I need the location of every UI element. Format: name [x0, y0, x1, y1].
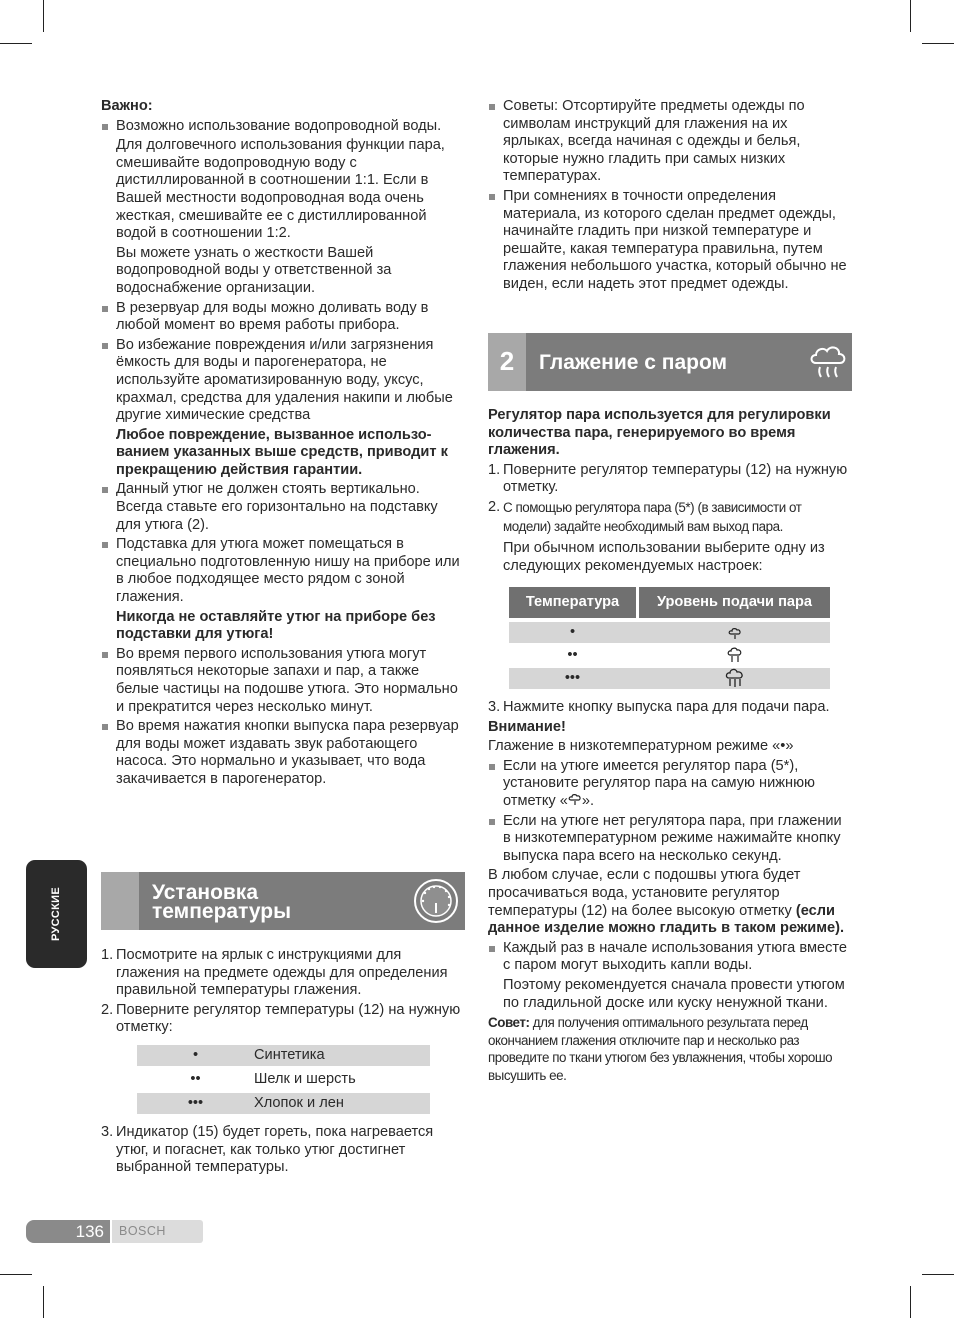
crop-mark	[0, 1274, 32, 1275]
section-temperature-header	[101, 872, 465, 930]
step-item: 2. Поверните регулятор температуры (12) на нужную отметку:	[101, 1001, 461, 1036]
paragraph: Глажение в низкотемпературном режиме «•»	[488, 738, 794, 755]
list-item: Во время первого использования утюга могут появляться некоторые запахи и пар, а также белые частицы на подошве утюга. Это нормально и прекратится через несколько минут.	[101, 646, 464, 716]
list-item: При сомнениях в точности определения материала, из которого сделан предмет одежды, начинайте гладить при низкой температуре и решайте, какая температура правильна, путем глажения небольшого участка, который обычно не виден, если надеть этот предмет одежды.	[488, 188, 852, 294]
list-item: Советы: Отсортируйте предметы одежды по символам инструкций для глажения на их ярлыках, всегда начиная с одежды и белья, которые нужно гладить при самых низких температурах.	[488, 98, 852, 186]
temperature-step-3	[101, 1122, 465, 1177]
steam-icon	[808, 341, 848, 389]
table-header-cell: Уровень подачи пара	[639, 587, 830, 618]
temperature-steps	[101, 945, 465, 1037]
table-row: ••	[509, 645, 830, 666]
table-row: •• Шелк и шерсть	[190, 1071, 356, 1087]
advice-paragraph: Совет: для получения оптимального результата перед окончанием глажения отключите пар и несколько раз проведите по ткани утюгом без увлажнения, чтобы хорошо высушить ее.	[488, 1015, 833, 1083]
table-row: •••	[509, 668, 830, 689]
crop-mark	[43, 0, 44, 32]
steam-min-icon	[568, 793, 582, 809]
attention-heading: Внимание!	[488, 718, 566, 735]
paragraph: В любом случае, если с подошвы утюга будет просачиваться вода, установите регулятор температуры (12) на более высокую отметку (если данное изделие можно гладить в таком режиме).	[488, 867, 845, 937]
table-row: • Синтетика	[137, 1045, 430, 1066]
list-item: Если на утюге имеется регулятор пара (5*), установите регулятор пара на самую нижнюю отметку « ».	[488, 758, 852, 811]
section-title: Глажение с паром	[539, 351, 728, 374]
stand-warning: Никогда не оставляйте утюг на приборе без подставки для утюга!	[116, 608, 436, 643]
steam-table-header	[509, 587, 830, 618]
page-number-badge: 136	[26, 1220, 110, 1243]
paragraph: Поэтому рекомендуется сначала провести утюгом по гладильной доске или куску ненужной ткани.	[503, 976, 845, 1011]
paragraph: При обычном использовании выберите одну из следующих рекомендуемых настроек:	[503, 540, 825, 574]
crop-mark	[0, 43, 32, 44]
section-steam-header	[488, 333, 852, 391]
paragraph: Для долговечного использования функции пара, смешивайте водопроводную воду с дистиллированной в соотношении 1:1. Если в Вашей местности водопроводная вода очень жесткая, смешивайте ее с дистиллированной водой в соотношении 1:2.	[116, 137, 445, 242]
table-row: ••• Хлопок и лен	[137, 1093, 430, 1114]
section-number-box: 2	[488, 333, 526, 391]
brand-label: BOSCH	[112, 1220, 203, 1243]
table-row: •	[509, 622, 830, 643]
important-heading: Важно:	[101, 98, 153, 114]
list-item: Во избежание повреждения и/или загрязнения ёмкость для воды и парогенератора, не используйте ароматизированную воду, уксус, крахмал, средства для удаления накипи и любые другие химические средства	[101, 337, 464, 425]
crop-mark	[43, 1286, 44, 1318]
section-number-box	[101, 872, 139, 930]
steam-level-1-icon	[728, 626, 742, 647]
list-item: Подставка для утюга может помещаться в специально подготовленную нишу на приборе или в любое подходящее место рядом с зоной глажения.	[101, 536, 464, 606]
steam-content	[488, 407, 852, 575]
list-item: Если на утюге нет регулятора пара, при глажении в низкотемпературном режиме нажимайте кнопку выпуска пара всего на несколько секунд.	[488, 813, 852, 866]
list-item: Возможно использование водопроводной воды.	[101, 118, 464, 136]
right-column-top	[488, 98, 852, 294]
step-item: 2. С помощью регулятора пара (5*) (в зависимости от модели) задайте необходимый вам выход пара.	[488, 498, 802, 534]
steam-level-3-icon	[725, 668, 745, 696]
steam-notes	[488, 697, 852, 1084]
step-item: 1. Поверните регулятор температуры (12) на нужную отметку.	[488, 461, 848, 496]
paragraph: Вы можете узнать о жесткости Вашей водопроводной воды у ответственной за водоснабжение организации.	[116, 244, 392, 296]
language-side-tab: РУССКИЕ	[26, 860, 87, 968]
step-item: 3. Нажмите кнопку выпуска пара для подачи пара.	[488, 699, 830, 715]
table-header-cell: Температура	[509, 587, 636, 618]
crop-mark	[922, 1274, 954, 1275]
temperature-dial-icon	[412, 877, 460, 931]
steam-intro: Регулятор пара используется для регулировки количества пара, генерируемого во время глажения.	[488, 407, 831, 459]
crop-mark	[910, 1286, 911, 1318]
section-title: Установка температуры	[152, 881, 292, 923]
list-item: Во время нажатия кнопки выпуска пара резервуар для воды может издавать звук работающего насоса. Это нормально и указывает, что вода закачивается в парогенератор.	[101, 718, 464, 788]
left-column	[101, 98, 464, 789]
list-item: Данный утюг не должен стоять вертикально. Всегда ставьте его горизонтально на подставку для утюга (2).	[101, 481, 464, 534]
crop-mark	[922, 43, 954, 44]
list-item: Каждый раз в начале использования утюга вместе с паром могут выходить капли воды.	[488, 940, 852, 975]
warranty-warning: Любое повреждение, вызванное использо-ванием указанных выше средств, приводит к прекращению действия гарантии.	[116, 426, 448, 478]
list-item: В резервуар для воды можно доливать воду в любой момент во время работы прибора.	[101, 300, 464, 335]
crop-mark	[910, 0, 911, 32]
step-item: 1. Посмотрите на ярлык с инструкциями для глажения на предмете одежды для определения правильной температуры глажения.	[101, 947, 448, 999]
step-item: 3. Индикатор (15) будет гореть, пока нагревается утюг, и погаснет, как только утюг достигнет выбранной температуры.	[101, 1124, 434, 1176]
